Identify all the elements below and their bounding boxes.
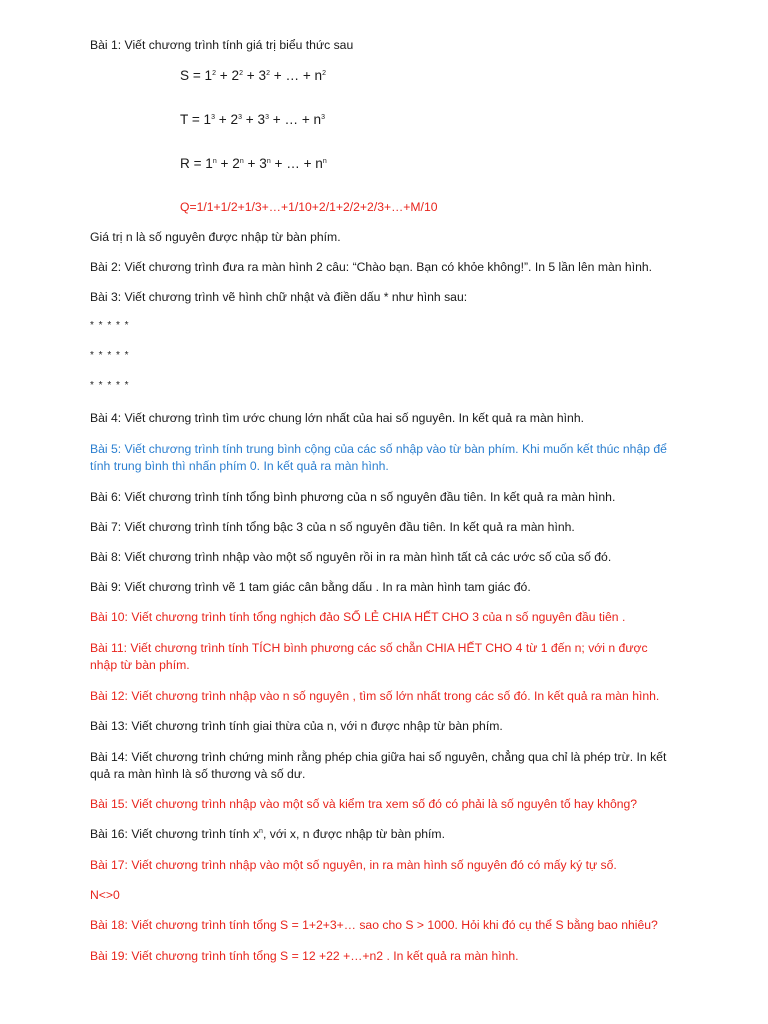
exercise-18: Bài 18: Viết chương trình tính tổng S = 1+2+3+… sao cho S > 1000. Hỏi khi đó cụ thể S bằng bao nhiêu? xyxy=(90,918,658,932)
exercise-2: Bài 2: Viết chương trình đưa ra màn hình 2 câu: “Chào bạn. Bạn có khỏe không!”. In 5 lần lên màn hình. xyxy=(90,260,653,274)
exercise-5: Bài 5: Viết chương trình tính trung bình cộng của các số nhập vào từ bàn phím. Khi muốn kết thúc nhập để tính trung bình thì nhấn phím 0. In kết quả ra màn hình. xyxy=(90,442,667,473)
star-row: * * * * * xyxy=(90,320,130,331)
exercise-15: Bài 15: Viết chương trình nhập vào một số và kiểm tra xem số đó có phải là số nguyên tố hay không? xyxy=(90,797,638,811)
exercise-11: Bài 11: Viết chương trình tính TÍCH bình phương các số chẵn CHIA HẾT CHO 4 từ 1 đến n; với n được nhập từ bàn phím. xyxy=(90,641,648,672)
exercise-9: Bài 9: Viết chương trình vẽ 1 tam giác cân bằng dấu . In ra màn hình tam giác đó. xyxy=(90,580,531,594)
formula-r: $R = 1^n + 2^n + 3^n$ + … + $n^n$ xyxy=(180,156,327,171)
exercise-4: Bài 4: Viết chương trình tìm ước chung lớn nhất của hai số nguyên. In kết quả ra màn hình. xyxy=(90,411,584,425)
note-n-input: Giá trị n là số nguyên được nhập từ bàn phím. xyxy=(90,230,341,244)
exercise-8: Bài 8: Viết chương trình nhập vào một số nguyên rồi in ra màn hình tất cả các ước số của số đó. xyxy=(90,550,612,564)
exercise-12: Bài 12: Viết chương trình nhập vào n số nguyên , tìm số lớn nhất trong các số đó. In kết quả ra màn hình. xyxy=(90,689,660,703)
exercise-19: Bài 19: Viết chương trình tính tổng S = 12 +22 +…+n2 . In kết quả ra màn hình. xyxy=(90,949,519,963)
star-row: * * * * * xyxy=(90,380,130,391)
exercise-14: Bài 14: Viết chương trình chứng minh rằng phép chia giữa hai số nguyên, chẳng qua chỉ là phép trừ. In kết quả ra màn hình là số thương và số dư. xyxy=(90,750,667,781)
n-not-zero-note: N<>0 xyxy=(90,888,120,902)
formula-s: $S = 1^2 + 2^2 + 3^2$ + … + $n^2$ xyxy=(180,68,327,83)
exercise-3: Bài 3: Viết chương trình vẽ hình chữ nhật và điền dấu * như hình sau: xyxy=(90,290,468,304)
formula-t: $T = 1^3 + 2^3 + 3^3$ + … + $n^3$ xyxy=(180,112,326,127)
exercise-7: Bài 7: Viết chương trình tính tổng bậc 3 của n số nguyên đầu tiên. In kết quả ra màn hình. xyxy=(90,520,575,534)
exercise-1-title: Bài 1: Viết chương trình tính giá trị biểu thức sau xyxy=(90,38,354,52)
exercise-13: Bài 13: Viết chương trình tính giai thừa của n, với n được nhập từ bàn phím. xyxy=(90,719,503,733)
exercise-17: Bài 17: Viết chương trình nhập vào một số nguyên, in ra màn hình số nguyên đó có mấy ký tự số. xyxy=(90,858,617,872)
exercise-6: Bài 6: Viết chương trình tính tổng bình phương của n số nguyên đầu tiên. In kết quả ra màn hình. xyxy=(90,490,616,504)
exercise-10: Bài 10: Viết chương trình tính tổng nghịch đảo SỐ LẺ CHIA HẾT CHO 3 của n số nguyên đầu tiên . xyxy=(90,610,626,624)
exercise-16: Bài 16: Viết chương trình tính $x^n$, với x, n được nhập từ bàn phím. xyxy=(90,827,445,841)
formula-q: Q=1/1+1/2+1/3+…+1/10+2/1+2/2+2/3+…+M/10 xyxy=(180,200,438,214)
star-row: * * * * * xyxy=(90,350,130,361)
